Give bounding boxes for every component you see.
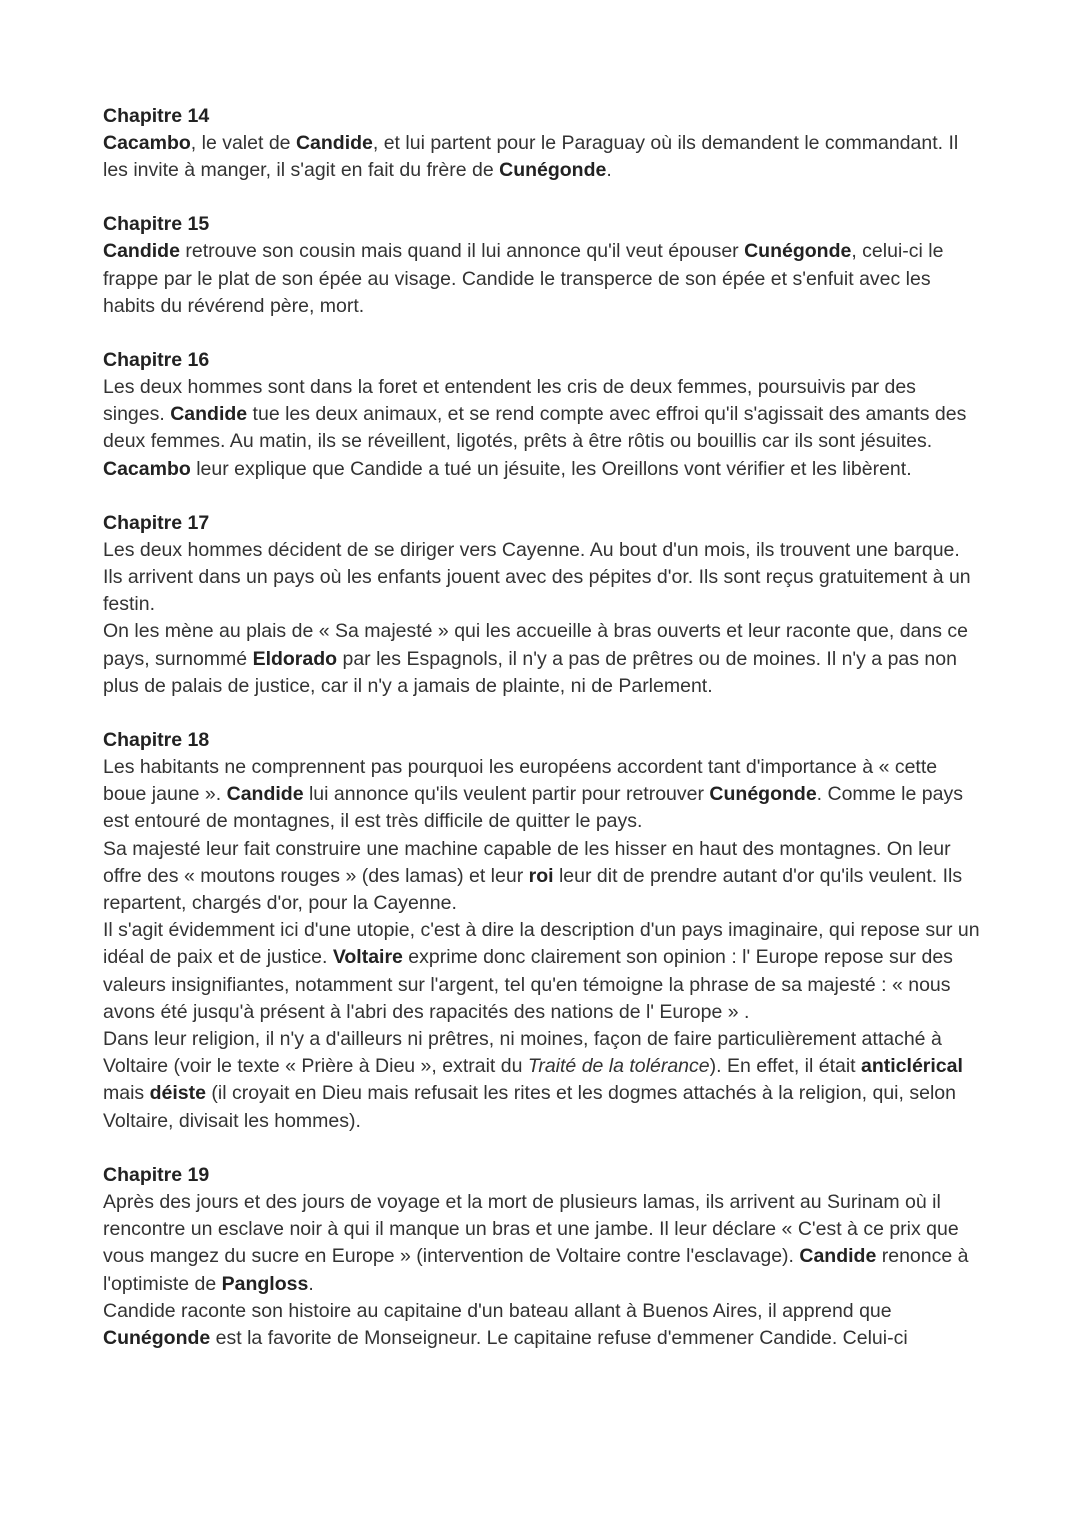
chapter-section [103, 347, 980, 483]
chapter-paragraph [103, 836, 980, 918]
bold-name: Candide [226, 783, 304, 806]
chapter-paragraph [103, 130, 980, 184]
bold-name: Cunégonde [709, 783, 817, 806]
text-run: Dans leur religion, il n'y a d'ailleurs ni prêtres, ni moines, façon de faire particulièrement attaché à Voltaire (voir le texte « Prière à Dieu », extrait du [103, 1028, 942, 1078]
bold-name: Pangloss [221, 1272, 309, 1295]
text-run: (il croyait en Dieu mais refusait les rites et les dogmes attachés à la religion, qui, selon Voltaire, divisait les hommes). [103, 1082, 956, 1132]
bold-name: anticlérical [861, 1055, 963, 1078]
bold-name: Cacambo [103, 457, 191, 480]
chapter-paragraph [103, 618, 980, 700]
bold-name: Cunégonde [103, 1326, 211, 1349]
chapter-paragraph [103, 537, 980, 619]
text-run: . Comme le pays est entouré de montagnes, il est très difficile de quitter le pays. [103, 783, 963, 833]
bold-name: Eldorado [252, 647, 338, 670]
chapter-paragraph [103, 238, 980, 320]
chapter-section [103, 211, 980, 320]
chapter-section [103, 727, 980, 1135]
bold-name: Candide [103, 240, 180, 263]
text-run: , celui-ci le frappe par le plat de son épée au visage. Candide le transperce de son épée et s'enfuit avec les habits du révérend père, mort. [103, 240, 944, 317]
bold-name: déiste [149, 1082, 206, 1105]
bold-name: Cunégonde [499, 159, 607, 182]
text-run: Sa majesté leur fait construire une machine capable de les hisser en haut des montagnes. On leur offre des « moutons rouges » (des lamas) et leur [103, 837, 951, 887]
text-run: retrouve son cousin mais quand il lui annonce qu'il veut épouser [179, 240, 745, 263]
chapter-heading: Chapitre 15 [103, 213, 210, 236]
text-run: , le valet de [190, 132, 296, 154]
chapter-section [103, 1162, 980, 1352]
bold-name: Voltaire [332, 946, 403, 969]
text-run: Il s'agit évidemment ici d'une utopie, c'est à dire la description d'un pays imaginaire, qui repose sur un idéal de paix et de justice. [103, 919, 980, 969]
chapter-section [103, 510, 980, 700]
text-run: tue les deux animaux, et se rend compte avec effroi qu'il s'agissait des amants des deux femmes. Au matin, ils se réveillent, ligotés, prêts à être rôtis ou bouillis car ils sont jésuites. [103, 403, 967, 453]
bold-name: Candide [799, 1245, 877, 1268]
italic-title: Traité de la tolérance [527, 1055, 710, 1078]
bold-name: Candide [170, 403, 248, 426]
bold-name: roi [528, 864, 554, 887]
text-run: Les deux hommes décident de se diriger vers Cayenne. Au bout d'un mois, ils trouvent une barque. Ils arrivent dans un pays où les enfants jouent avec des pépites d'or. Ils sont reçus gratuitement à un festin. [103, 538, 971, 616]
chapter-paragraph [103, 754, 980, 836]
text-run: Candide raconte son histoire au capitaine d'un bateau allant à Buenos Aires, il apprend que [103, 1299, 892, 1322]
text-run: Les deux hommes sont dans la foret et entendent les cris de deux femmes, poursuivis par des singes. [103, 376, 916, 426]
text-run: Après des jours et des jours de voyage et la mort de plusieurs lamas, ils arrivent au Surinam où il rencontre un esclave noir à qui il manque un bras et une jambe. Il leur déclare « C'est à ce prix que vous mangez du sucre en Europe » (intervention de Voltaire contre l'esclavage). [103, 1190, 959, 1268]
text-run: On les mène au plais de « Sa majesté » qui les accueille à bras ouverts et leur raconte que, dans ce pays, surnommé [103, 620, 968, 670]
text-run: exprime donc clairement son opinion : l' Europe repose sur des valeurs insignifiantes, notamment sur l'argent, tel qu'en témoigne la phrase de sa majesté : « nous avons été jusqu'à présent à l'abri des rapacités des nations de l' Europe » . [103, 946, 953, 1023]
bold-name: Cacambo [103, 132, 191, 154]
text-run: , et lui partent pour le Paraguay où ils demandent le commandant. Il les invite à manger, il s'agit en fait du frère de [103, 132, 959, 182]
text-run: est la favorite de Monseigneur. Le capitaine refuse d'emmener Candide. Celui-ci [210, 1326, 908, 1349]
text-run: leur dit de prendre autant d'or qu'ils veulent. Ils repartent, chargés d'or, pour la Cayenne. [103, 864, 963, 915]
text-run: par les Espagnols, il n'y a pas de prêtres ou de moines. Il n'y a pas non plus de palais de justice, car il n'y a jamais de plainte, ni de Parlement. [103, 647, 957, 697]
chapter-paragraph [103, 1298, 980, 1352]
chapter-paragraph [103, 1189, 980, 1298]
bold-name: Candide [295, 132, 373, 154]
text-run: ). En effet, il était [709, 1055, 862, 1078]
chapter-heading: Chapitre 17 [103, 511, 210, 534]
chapter-heading: Chapitre 14 [103, 105, 210, 127]
text-run: . [606, 159, 612, 182]
chapter-heading: Chapitre 16 [103, 349, 210, 372]
chapter-paragraph [103, 374, 980, 483]
text-run: Les habitants ne comprennent pas pourquoi les européens accordent tant d'importance à « cette boue jaune ». [103, 756, 938, 806]
chapter-paragraph [103, 917, 980, 1026]
chapter-heading: Chapitre 18 [103, 729, 210, 752]
text-run: leur explique que Candide a tué un jésuite, les Oreillons vont vérifier et les libèrent. [190, 457, 912, 480]
text-run: renonce à l'optimiste de [103, 1245, 969, 1295]
chapter-paragraph [103, 1026, 980, 1135]
text-run: mais [103, 1082, 150, 1105]
text-run: . [308, 1272, 314, 1295]
chapter-heading: Chapitre 19 [103, 1163, 210, 1186]
text-run: lui annonce qu'ils veulent partir pour retrouver [303, 783, 710, 806]
bold-name: Cunégonde [744, 240, 852, 263]
chapter-section [103, 103, 980, 184]
